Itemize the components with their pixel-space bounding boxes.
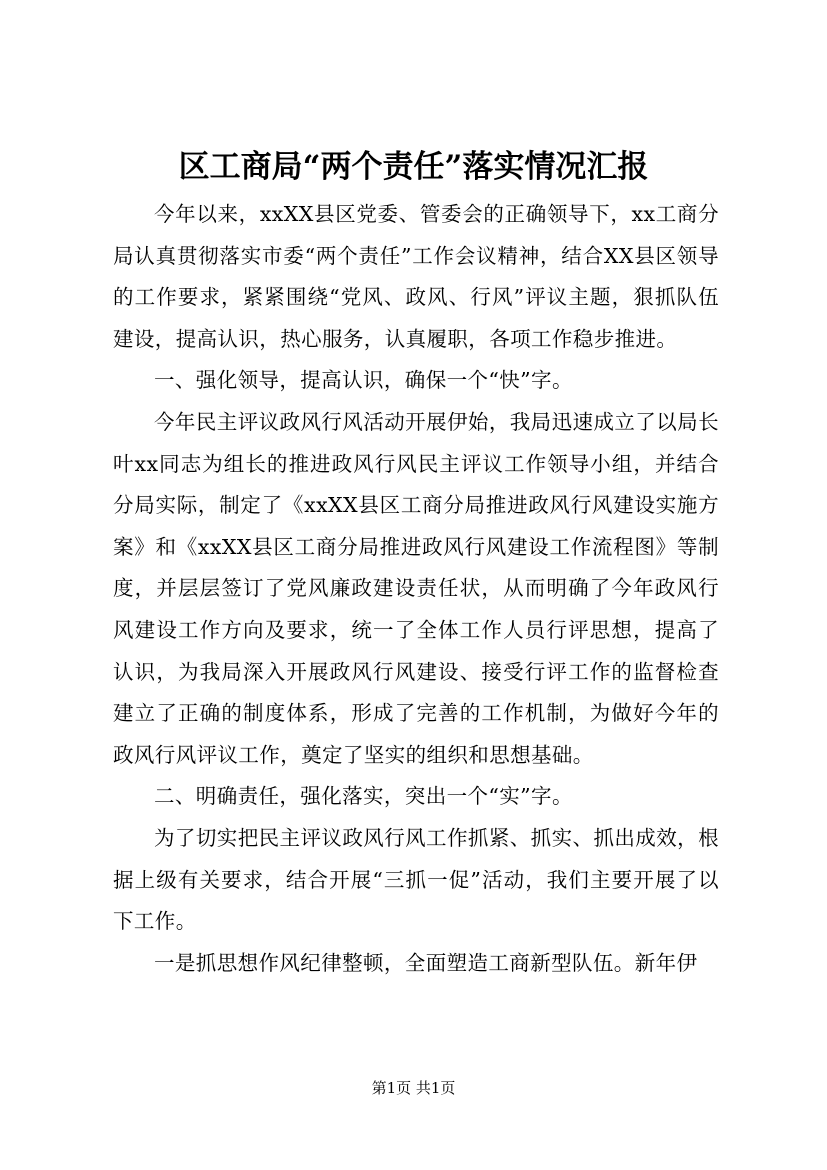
paragraph-section-2: 为了切实把民主评议政风行风工作抓紧、抓实、抓出成效，根据上级有关要求，结合开展“三抓一促”活动，我们主要开展了以下工作。 [113, 825, 719, 934]
section-heading-2: 二、明确责任，强化落实，突出一个“实”字。 [154, 784, 573, 809]
page-footer: 第1页 共1页 [371, 1079, 456, 1097]
section-heading-1: 一、强化领导，提高认识，确保一个“快”字。 [154, 368, 573, 393]
document-body [113, 194, 719, 984]
paragraph-intro: 今年以来，xxXX县区党委、管委会的正确领导下，xx工商分局认真贯彻落实市委“两个责任”工作会议精神，结合XX县区领导的工作要求，紧紧围绕“党风、政风、行风”评议主题，狠抓队伍建设，提高认识，热心服务，认真履职，各项工作稳步推进。 [113, 202, 719, 351]
paragraph-section-1: 今年民主评议政风行风活动开展伊始，我局迅速成立了以局长叶xx同志为组长的推进政风行风民主评议工作领导小组，并结合分局实际，制定了《xxXX县区工商分局推进政风行风建设实施方案》和《xxXX县区工商分局推进政风行风建设工作流程图》等制度，并层层签订了党风廉政建设责任状，从而明确了今年政风行风建设工作方向及要求，统一了全体工作人员行评思想，提高了认识，为我局深入开展政风行风建设、接受行评工作的监督检查建立了正确的制度体系，形成了完善的工作机制，为做好今年的政风行风评议工作，奠定了坚实的组织和思想基础。 [113, 409, 719, 767]
document-title: 区工商局“两个责任”落实情况汇报 [178, 149, 649, 185]
paragraph-section-2-item-1: 一是抓思想作风纪律整顿，全面塑造工商新型队伍。新年伊 [154, 950, 698, 975]
